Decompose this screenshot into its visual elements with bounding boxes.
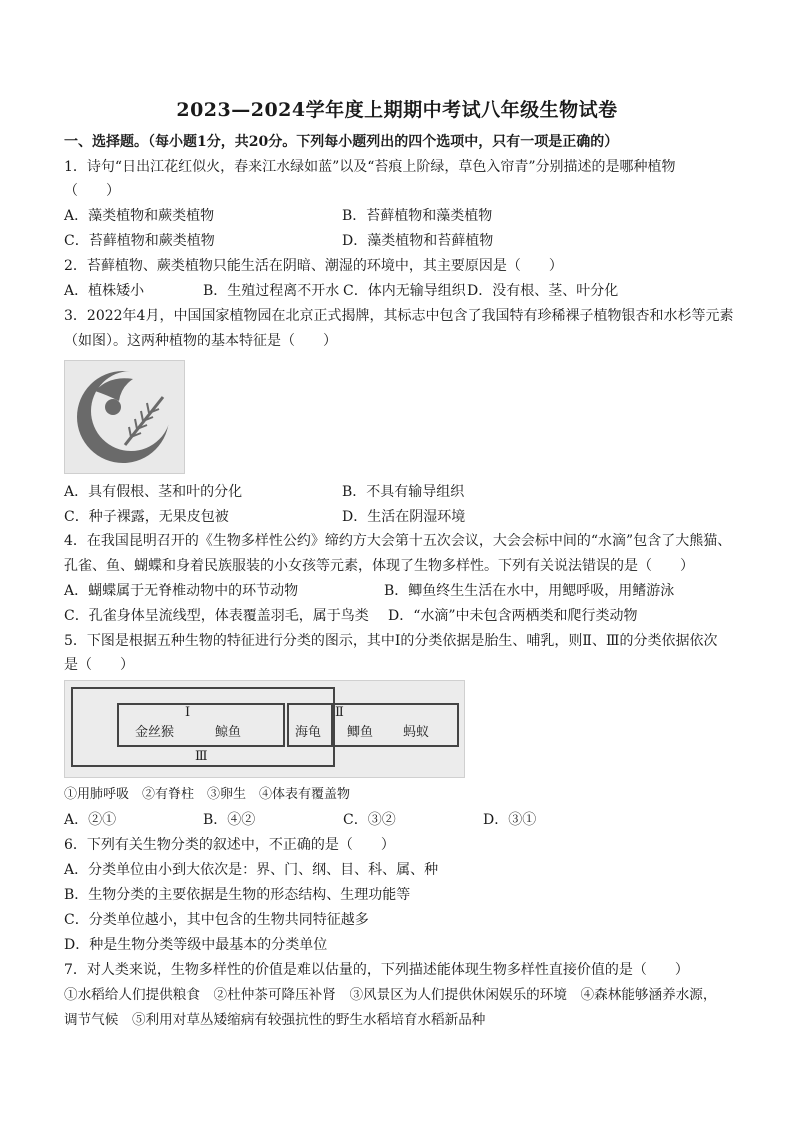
q7-stem: 7．对人类来说，生物多样性的价值是难以估量的，下列描述能体现生物多样性直接价值的是（ ） <box>64 962 689 978</box>
label-i: Ⅰ <box>185 705 191 720</box>
botanical-garden-logo-image <box>64 360 185 474</box>
q3-stem-line1: 3．2022年4月，中国国家植物园在北京正式揭牌，其标志中包含了我国特有珍稀裸子植物银杏和水杉等元素 <box>64 308 734 324</box>
animal-golden-monkey: 金丝猴 <box>135 725 175 740</box>
classification-diagram <box>64 680 465 778</box>
ginkgo-logo-icon <box>65 361 184 473</box>
animal-crucian-carp: 鲫鱼 <box>347 725 374 740</box>
q1-option-a: A．藻类植物和蕨类植物 <box>64 208 215 224</box>
q6-option-a: A．分类单位由小到大依次是：界、门、纲、目、科、属、种 <box>64 862 439 878</box>
q2-stem: 2．苔藓植物、蕨类植物只能生活在阴暗、潮湿的环境中，其主要原因是（ ） <box>64 258 563 274</box>
q1-option-d: D．藻类植物和苔藓植物 <box>342 233 494 249</box>
exam-title: 2023—2024学年度上期期中考试八年级生物试卷 <box>176 99 618 121</box>
q2-option-c: C．体内无输导组织 <box>343 283 466 299</box>
q3-option-b: B．不具有输导组织 <box>342 484 465 500</box>
q5-option-b: B．④② <box>203 812 256 828</box>
animal-ant: 蚂蚁 <box>403 725 430 740</box>
q1-option-b: B．苔藓植物和藻类植物 <box>342 208 493 224</box>
q4-option-b: B．鲫鱼终生生活在水中，用鳃呼吸，用鳍游泳 <box>384 583 675 599</box>
q5-stem-line1: 5．下图是根据五种生物的特征进行分类的图示，其中Ⅰ的分类依据是胎生、哺乳，则Ⅱ、Ⅲ的分类依据依次 <box>64 633 718 649</box>
q2-option-a: A．植株矮小 <box>64 283 145 299</box>
q4-stem-line1: 4．在我国昆明召开的《生物多样性公约》缔约方大会第十五次会议，大会会标中间的“水滴”包含了大熊猫、 <box>64 533 732 549</box>
label-ii: Ⅱ <box>335 705 344 720</box>
q5-basis-list: ①用肺呼吸 ②有脊柱 ③卵生 ④体表有覆盖物 <box>64 787 351 802</box>
q6-option-b: B．生物分类的主要依据是生物的形态结构、生理功能等 <box>64 887 411 903</box>
q2-option-d: D．没有根、茎、叶分化 <box>467 283 619 299</box>
animal-sea-turtle: 海龟 <box>295 725 322 740</box>
q3-option-d: D．生活在阴湿环境 <box>342 509 466 525</box>
q5-stem-line2: 是（ ） <box>64 657 134 673</box>
q6-option-d: D．种是生物分类等级中最基本的分类单位 <box>64 937 328 953</box>
animal-whale: 鲸鱼 <box>215 725 242 740</box>
q1-option-c: C．苔藓植物和蕨类植物 <box>64 233 215 249</box>
q1-stem: 1．诗句“日出江花红似火，春来江水绿如蓝”以及“苔痕上阶绿，草色入帘青”分别描述的是哪种植物 <box>64 159 676 175</box>
q5-option-c: C．③② <box>343 812 396 828</box>
q6-stem: 6．下列有关生物分类的叙述中，不正确的是（ ） <box>64 837 395 853</box>
q5-option-d: D．③① <box>483 812 537 828</box>
section-heading: 一、选择题。（每小题1分，共20分。下列每小题列出的四个选项中，只有一项是正确的） <box>64 134 619 150</box>
q3-stem-line2: （如图）。这两种植物的基本特征是（ ） <box>64 333 337 349</box>
label-iii: Ⅲ <box>195 749 208 764</box>
q4-option-a: A．蝴蝶属于无脊椎动物中的环节动物 <box>64 583 299 599</box>
q1-answer-paren: （ ） <box>64 183 120 199</box>
q3-option-c: C．种子裸露，无果皮包被 <box>64 509 229 525</box>
q6-option-c: C．分类单位越小，其中包含的生物共同特征越多 <box>64 912 369 928</box>
q2-option-b: B．生殖过程离不开水 <box>203 283 340 299</box>
q5-option-a: A．②① <box>64 812 117 828</box>
q4-option-c: C．孔雀身体呈流线型，体表覆盖羽毛，属于鸟类 <box>64 608 369 624</box>
q7-items-line1: ①水稻给人们提供粮食 ②杜仲茶可降压补肾 ③风景区为人们提供休闲娱乐的环境 ④森林能够涵养水源， <box>64 987 717 1003</box>
q4-option-d: D．“水滴”中未包含两栖类和爬行类动物 <box>388 608 638 624</box>
q7-items-line2: 调节气候 ⑤利用对草丛矮缩病有较强抗性的野生水稻培育水稻新品种 <box>64 1012 486 1028</box>
q3-option-a: A．具有假根、茎和叶的分化 <box>64 484 243 500</box>
q4-stem-line2: 孔雀、鱼、蝴蝶和身着民族服装的小女孩等元素，体现了生物多样性。下列有关说法错误的是（ ） <box>64 558 694 574</box>
